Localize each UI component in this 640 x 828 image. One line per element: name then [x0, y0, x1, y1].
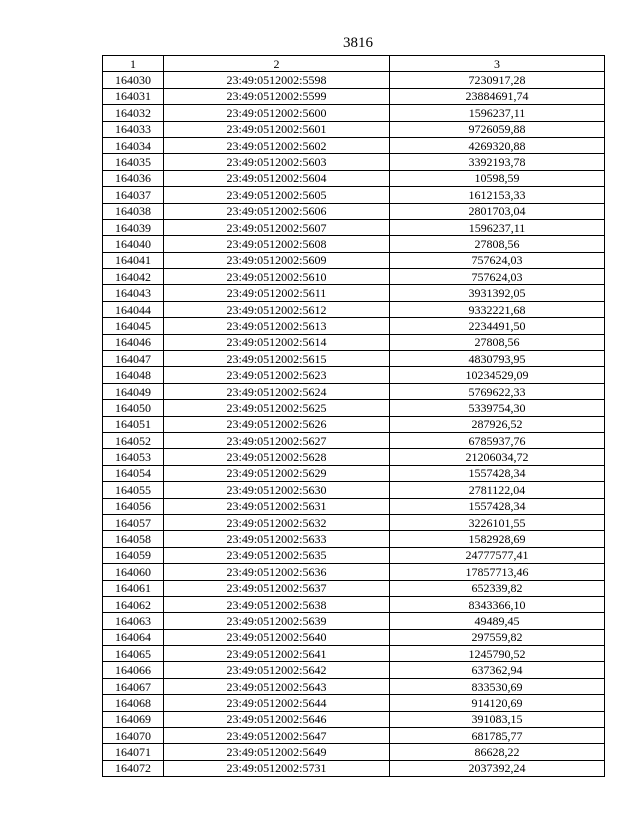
- table-row: [103, 187, 605, 203]
- cadastral-value-cell: 7230917,28: [390, 72, 605, 88]
- cadastral-number-cell: 23:49:0512002:5646: [164, 711, 390, 727]
- row-number-cell: 164036: [103, 170, 164, 186]
- table-row: [103, 318, 605, 334]
- table-header: [103, 56, 605, 72]
- row-number-cell: 164053: [103, 449, 164, 465]
- cadastral-value-cell: 9726059,88: [390, 121, 605, 137]
- cadastral-value-cell: 5339754,30: [390, 400, 605, 416]
- page-number: 3816: [343, 35, 373, 51]
- cadastral-value-cell: 1582928,69: [390, 531, 605, 547]
- row-number-cell: 164060: [103, 564, 164, 580]
- cadastral-value-table: [102, 55, 605, 777]
- cadastral-number-cell: 23:49:0512002:5628: [164, 449, 390, 465]
- table-row: [103, 252, 605, 268]
- cadastral-number-cell: 23:49:0512002:5638: [164, 596, 390, 612]
- row-number-cell: 164065: [103, 646, 164, 662]
- row-number-cell: 164039: [103, 219, 164, 235]
- cadastral-number-cell: 23:49:0512002:5606: [164, 203, 390, 219]
- table-row: [103, 219, 605, 235]
- row-number-cell: 164067: [103, 678, 164, 694]
- table-row: [103, 695, 605, 711]
- table-row: [103, 465, 605, 481]
- row-number-cell: 164057: [103, 514, 164, 530]
- row-number-cell: 164049: [103, 383, 164, 399]
- row-number-cell: 164046: [103, 334, 164, 350]
- cadastral-value-cell: 637362,94: [390, 662, 605, 678]
- cadastral-number-cell: 23:49:0512002:5601: [164, 121, 390, 137]
- row-number-cell: 164050: [103, 400, 164, 416]
- cadastral-value-cell: 3931392,05: [390, 285, 605, 301]
- row-number-cell: 164056: [103, 498, 164, 514]
- cadastral-number-cell: 23:49:0512002:5647: [164, 728, 390, 744]
- table-row: [103, 482, 605, 498]
- cadastral-number-cell: 23:49:0512002:5602: [164, 137, 390, 153]
- row-number-cell: 164070: [103, 728, 164, 744]
- cadastral-number-cell: 23:49:0512002:5640: [164, 629, 390, 645]
- cadastral-number-cell: 23:49:0512002:5627: [164, 432, 390, 448]
- cadastral-number-cell: 23:49:0512002:5610: [164, 269, 390, 285]
- cadastral-value-cell: 914120,69: [390, 695, 605, 711]
- cadastral-value-cell: 21206034,72: [390, 449, 605, 465]
- table-row: [103, 662, 605, 678]
- header-row: [103, 56, 605, 72]
- cadastral-value-cell: 681785,77: [390, 728, 605, 744]
- cadastral-number-cell: 23:49:0512002:5633: [164, 531, 390, 547]
- cadastral-value-cell: 17857713,46: [390, 564, 605, 580]
- row-number-cell: 164043: [103, 285, 164, 301]
- row-number-cell: 164064: [103, 629, 164, 645]
- table-row: [103, 88, 605, 104]
- table-row: [103, 744, 605, 760]
- cadastral-value-cell: 287926,52: [390, 416, 605, 432]
- cadastral-value-cell: 4830793,95: [390, 351, 605, 367]
- cadastral-number-cell: 23:49:0512002:5632: [164, 514, 390, 530]
- cadastral-value-cell: 297559,82: [390, 629, 605, 645]
- cadastral-value-cell: 757624,03: [390, 252, 605, 268]
- table-row: [103, 351, 605, 367]
- row-number-cell: 164059: [103, 547, 164, 563]
- cadastral-value-cell: 2037392,24: [390, 760, 605, 776]
- cadastral-value-cell: 1596237,11: [390, 105, 605, 121]
- row-number-cell: 164044: [103, 301, 164, 317]
- cadastral-number-cell: 23:49:0512002:5609: [164, 252, 390, 268]
- row-number-cell: 164045: [103, 318, 164, 334]
- cadastral-value-cell: 49489,45: [390, 613, 605, 629]
- cadastral-value-cell: 2234491,50: [390, 318, 605, 334]
- cadastral-number-cell: 23:49:0512002:5630: [164, 482, 390, 498]
- table-row: [103, 203, 605, 219]
- row-number-cell: 164040: [103, 236, 164, 252]
- table-row: [103, 432, 605, 448]
- cadastral-value-cell: 27808,56: [390, 334, 605, 350]
- row-number-cell: 164031: [103, 88, 164, 104]
- cadastral-value-cell: 8343366,10: [390, 596, 605, 612]
- cadastral-value-cell: 833530,69: [390, 678, 605, 694]
- cadastral-value-cell: 1557428,34: [390, 498, 605, 514]
- cadastral-value-cell: 3392193,78: [390, 154, 605, 170]
- row-number-cell: 164033: [103, 121, 164, 137]
- cadastral-value-cell: 9332221,68: [390, 301, 605, 317]
- cadastral-number-cell: 23:49:0512002:5635: [164, 547, 390, 563]
- cadastral-number-cell: 23:49:0512002:5615: [164, 351, 390, 367]
- table-row: [103, 646, 605, 662]
- cadastral-number-cell: 23:49:0512002:5598: [164, 72, 390, 88]
- table-row: [103, 121, 605, 137]
- cadastral-value-cell: 4269320,88: [390, 137, 605, 153]
- row-number-cell: 164041: [103, 252, 164, 268]
- cadastral-value-cell: 2781122,04: [390, 482, 605, 498]
- table-row: [103, 711, 605, 727]
- row-number-cell: 164042: [103, 269, 164, 285]
- table-row: [103, 580, 605, 596]
- cadastral-number-cell: 23:49:0512002:5612: [164, 301, 390, 317]
- table-row: [103, 400, 605, 416]
- column-header-2: 2: [164, 56, 390, 72]
- table-row: [103, 547, 605, 563]
- cadastral-number-cell: 23:49:0512002:5611: [164, 285, 390, 301]
- cadastral-number-cell: 23:49:0512002:5608: [164, 236, 390, 252]
- cadastral-number-cell: 23:49:0512002:5639: [164, 613, 390, 629]
- cadastral-number-cell: 23:49:0512002:5626: [164, 416, 390, 432]
- cadastral-value-cell: 24777577,41: [390, 547, 605, 563]
- table-row: [103, 514, 605, 530]
- cadastral-number-cell: 23:49:0512002:5631: [164, 498, 390, 514]
- table-row: [103, 154, 605, 170]
- row-number-cell: 164062: [103, 596, 164, 612]
- cadastral-value-cell: 1596237,11: [390, 219, 605, 235]
- table-row: [103, 760, 605, 776]
- cadastral-value-cell: 5769622,33: [390, 383, 605, 399]
- table-row: [103, 613, 605, 629]
- row-number-cell: 164063: [103, 613, 164, 629]
- cadastral-number-cell: 23:49:0512002:5644: [164, 695, 390, 711]
- row-number-cell: 164055: [103, 482, 164, 498]
- table-row: [103, 137, 605, 153]
- row-number-cell: 164035: [103, 154, 164, 170]
- row-number-cell: 164054: [103, 465, 164, 481]
- cadastral-number-cell: 23:49:0512002:5643: [164, 678, 390, 694]
- row-number-cell: 164032: [103, 105, 164, 121]
- table-row: [103, 416, 605, 432]
- table-row: [103, 72, 605, 88]
- table-row: [103, 383, 605, 399]
- cadastral-value-cell: 757624,03: [390, 269, 605, 285]
- cadastral-value-cell: 652339,82: [390, 580, 605, 596]
- row-number-cell: 164051: [103, 416, 164, 432]
- table-body: [103, 72, 605, 777]
- table-row: [103, 564, 605, 580]
- cadastral-number-cell: 23:49:0512002:5605: [164, 187, 390, 203]
- table-row: [103, 285, 605, 301]
- cadastral-value-cell: 10234529,09: [390, 367, 605, 383]
- cadastral-value-cell: 23884691,74: [390, 88, 605, 104]
- cadastral-number-cell: 23:49:0512002:5731: [164, 760, 390, 776]
- table-row: [103, 629, 605, 645]
- cadastral-number-cell: 23:49:0512002:5614: [164, 334, 390, 350]
- row-number-cell: 164071: [103, 744, 164, 760]
- cadastral-number-cell: 23:49:0512002:5603: [164, 154, 390, 170]
- cadastral-number-cell: 23:49:0512002:5604: [164, 170, 390, 186]
- row-number-cell: 164068: [103, 695, 164, 711]
- cadastral-number-cell: 23:49:0512002:5629: [164, 465, 390, 481]
- row-number-cell: 164072: [103, 760, 164, 776]
- table-row: [103, 728, 605, 744]
- table-row: [103, 236, 605, 252]
- row-number-cell: 164061: [103, 580, 164, 596]
- row-number-cell: 164037: [103, 187, 164, 203]
- table-row: [103, 678, 605, 694]
- row-number-cell: 164058: [103, 531, 164, 547]
- cadastral-number-cell: 23:49:0512002:5613: [164, 318, 390, 334]
- cadastral-number-cell: 23:49:0512002:5625: [164, 400, 390, 416]
- row-number-cell: 164038: [103, 203, 164, 219]
- cadastral-number-cell: 23:49:0512002:5641: [164, 646, 390, 662]
- cadastral-number-cell: 23:49:0512002:5607: [164, 219, 390, 235]
- row-number-cell: 164030: [103, 72, 164, 88]
- row-number-cell: 164069: [103, 711, 164, 727]
- table-row: [103, 449, 605, 465]
- cadastral-value-cell: 1245790,52: [390, 646, 605, 662]
- cadastral-value-cell: 3226101,55: [390, 514, 605, 530]
- cadastral-value-cell: 10598,59: [390, 170, 605, 186]
- row-number-cell: 164034: [103, 137, 164, 153]
- table-row: [103, 531, 605, 547]
- row-number-cell: 164048: [103, 367, 164, 383]
- cadastral-number-cell: 23:49:0512002:5637: [164, 580, 390, 596]
- cadastral-value-cell: 86628,22: [390, 744, 605, 760]
- table-row: [103, 105, 605, 121]
- row-number-cell: 164052: [103, 432, 164, 448]
- cadastral-number-cell: 23:49:0512002:5623: [164, 367, 390, 383]
- cadastral-number-cell: 23:49:0512002:5649: [164, 744, 390, 760]
- cadastral-number-cell: 23:49:0512002:5624: [164, 383, 390, 399]
- column-header-3: 3: [390, 56, 605, 72]
- cadastral-value-cell: 27808,56: [390, 236, 605, 252]
- cadastral-number-cell: 23:49:0512002:5599: [164, 88, 390, 104]
- cadastral-number-cell: 23:49:0512002:5600: [164, 105, 390, 121]
- table-row: [103, 301, 605, 317]
- table-row: [103, 596, 605, 612]
- cadastral-value-cell: 6785937,76: [390, 432, 605, 448]
- cadastral-number-cell: 23:49:0512002:5636: [164, 564, 390, 580]
- cadastral-value-cell: 2801703,04: [390, 203, 605, 219]
- table-row: [103, 334, 605, 350]
- row-number-cell: 164047: [103, 351, 164, 367]
- cadastral-value-cell: 391083,15: [390, 711, 605, 727]
- table-row: [103, 170, 605, 186]
- row-number-cell: 164066: [103, 662, 164, 678]
- column-header-1: 1: [103, 56, 164, 72]
- table-row: [103, 269, 605, 285]
- cadastral-value-cell: 1557428,34: [390, 465, 605, 481]
- cadastral-value-cell: 1612153,33: [390, 187, 605, 203]
- table-row: [103, 498, 605, 514]
- table-row: [103, 367, 605, 383]
- cadastral-number-cell: 23:49:0512002:5642: [164, 662, 390, 678]
